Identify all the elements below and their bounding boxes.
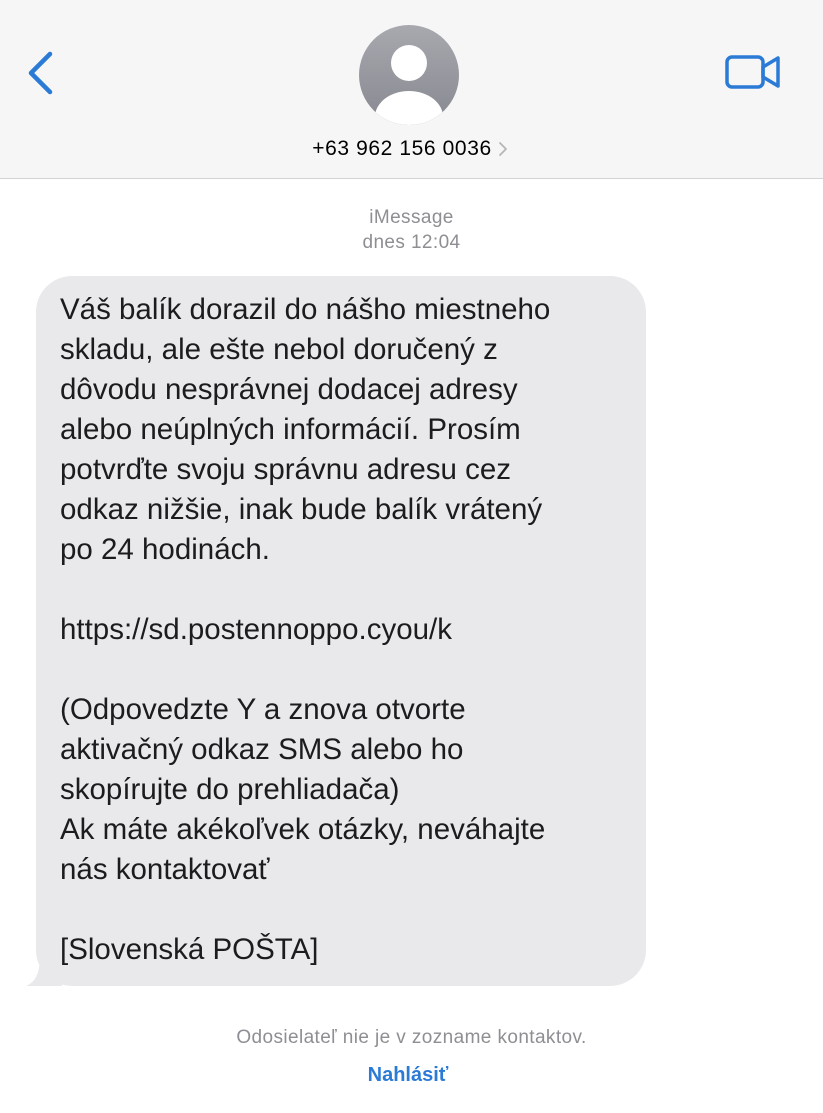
contact-number: +63 962 156 0036 [312,137,492,160]
person-silhouette-icon [359,25,459,125]
report-junk-link[interactable]: Nahlásiť [367,1064,449,1086]
chevron-left-icon [24,50,58,96]
message-text: Váš balík dorazil do nášho miestneho skladu, ale ešte nebol doručený z dôvodu nesprávnej dodacej adresy alebo neúplných informácií. Prosím potvrďte svoju správnu adresu cez odkaz nižšie, inak bude balík vrátený po 24 hodinách. https://sd.postennoppo.cyou/k (Odpovedzte Y a znova otvorte aktivačný odkaz SMS alebo ho skopírujte do prehliadača) Ak máte akékoľvek otázky, neváhajte nás kontaktovať [Slovenská POŠTA] [60,293,551,966]
chevron-right-icon [498,141,508,157]
video-camera-icon [725,53,781,91]
back-button[interactable] [24,50,58,96]
contact-details-button[interactable] [290,134,530,164]
conversation-header [0,0,823,179]
avatar[interactable] [359,25,459,125]
incoming-message[interactable] [36,276,646,986]
message-meta [0,205,823,255]
message-timestamp: dnes 12:04 [362,232,461,253]
unknown-sender-notice: Odosielateľ nie je v zozname kontaktov. [236,1027,587,1048]
service-label: iMessage [369,207,454,228]
facetime-video-button[interactable] [725,53,781,91]
